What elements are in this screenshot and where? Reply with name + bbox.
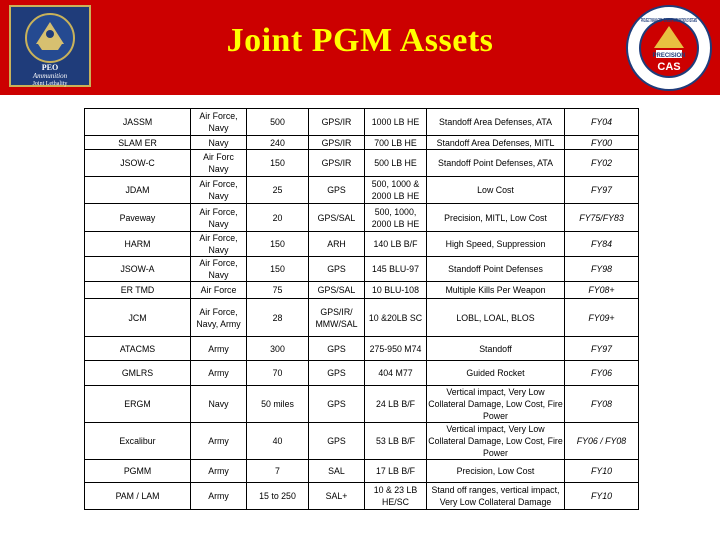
service-cell: Air Force, Navy, Army [191, 299, 247, 337]
title-banner [0, 0, 720, 95]
page-title: Joint PGM Assets [226, 22, 494, 59]
service-cell: Air Force, Navy [191, 204, 247, 232]
asset-name-cell: ERGM [85, 386, 191, 423]
asset-name-cell: PAM / LAM [85, 483, 191, 510]
service-cell: Air Force, Navy [191, 177, 247, 204]
mission-cell: Precision, Low Cost [427, 460, 565, 483]
service-cell: Air Force [191, 282, 247, 299]
warhead-cell: 500 LB HE [365, 150, 427, 177]
mission-cell: Standoff Area Defenses, ATA [427, 109, 565, 136]
range-cell: 70 [247, 361, 309, 386]
seal-center-top: PRECISION [652, 53, 686, 59]
guidance-cell: GPS [309, 361, 365, 386]
table-row [85, 299, 639, 337]
service-cell: Army [191, 483, 247, 510]
table-row [85, 337, 639, 361]
mission-cell: Vertical impact, Very Low Collateral Damage, Low Cost, Fire Power [428, 424, 563, 458]
guidance-cell: ARH [309, 232, 365, 257]
warhead-cell: 275-950 M74 [365, 337, 427, 361]
warhead-cell: 10 & 23 LB HE/SC [365, 483, 427, 510]
mission-cell: Standoff Point Defenses, ATA [427, 150, 565, 177]
asset-name-cell: JDAM [85, 177, 191, 204]
fielding-year-cell: FY06 [565, 361, 639, 386]
guidance-cell: GPS/SAL [309, 204, 365, 232]
range-cell: 150 [247, 257, 309, 282]
range-cell: 15 to 250 [247, 483, 309, 510]
service-cell: Army [191, 460, 247, 483]
range-cell: 28 [247, 299, 309, 337]
table-row [85, 386, 639, 423]
guidance-cell: GPS/IR [309, 136, 365, 150]
warhead-cell: 500, 1000, 2000 LB HE [365, 204, 427, 232]
asset-name-cell: ATACMS [85, 337, 191, 361]
table-row [85, 177, 639, 204]
range-cell: 50 miles [247, 386, 309, 423]
guidance-cell: GPS [309, 257, 365, 282]
range-cell: 7 [247, 460, 309, 483]
mission-cell: Multiple Kills Per Weapon [427, 282, 565, 299]
fielding-year-cell: FY97 [565, 337, 639, 361]
table-row [85, 361, 639, 386]
warhead-cell: 140 LB B/F [365, 232, 427, 257]
asset-name-cell: HARM [85, 232, 191, 257]
table-row [85, 136, 639, 150]
fielding-year-cell: FY00 [565, 136, 639, 150]
logo-left-line1: PEO [41, 63, 59, 72]
service-cell: Air Force, Navy [191, 232, 247, 257]
table-row [85, 150, 639, 177]
range-cell: 240 [247, 136, 309, 150]
fielding-year-cell: FY84 [565, 232, 639, 257]
logo-left-line2: Ammunition [32, 72, 68, 80]
mission-cell: Standoff Point Defenses [427, 257, 565, 282]
guidance-cell: GPS [309, 423, 365, 460]
range-cell: 25 [247, 177, 309, 204]
service-cell: Army [191, 337, 247, 361]
service-cell: Army [191, 423, 247, 460]
fielding-year-cell: FY10 [565, 483, 639, 510]
asset-name-cell: PGMM [85, 460, 191, 483]
guidance-cell: SAL [309, 460, 365, 483]
warhead-cell: 24 LB B/F [365, 386, 427, 423]
guidance-cell: GPS [309, 177, 365, 204]
asset-name-cell: Excalibur [85, 423, 191, 460]
fielding-year-cell: FY02 [565, 150, 639, 177]
table-row [85, 232, 639, 257]
pgm-assets-table-wrap [84, 108, 638, 510]
service-cell: Air Forc Navy [191, 150, 247, 177]
mission-cell: Vertical impact, Very Low Collateral Damage, Low Cost, Fire Power [428, 387, 563, 421]
service-cell: Navy [191, 136, 247, 150]
mission-cell: High Speed, Suppression [427, 232, 565, 257]
asset-name-cell: JASSM [85, 109, 191, 136]
fielding-year-cell: FY75/FY83 [565, 204, 639, 232]
table-row [85, 460, 639, 483]
warhead-cell: 500, 1000 & 2000 LB HE [365, 177, 427, 204]
service-cell: Air Force, Navy [191, 109, 247, 136]
warhead-cell: 53 LB B/F [365, 423, 427, 460]
mission-cell: LOBL, LOAL, BLOS [427, 299, 565, 337]
pm-cas-seal-logo [624, 4, 714, 92]
range-cell: 500 [247, 109, 309, 136]
guidance-cell: GPS [309, 337, 365, 361]
asset-name-cell: SLAM ER [85, 136, 191, 150]
service-cell: Army [191, 361, 247, 386]
asset-name-cell: GMLRS [85, 361, 191, 386]
guidance-cell: GPS/IR/ MMW/SAL [309, 299, 365, 337]
mission-cell: Standoff [427, 337, 565, 361]
seal-ring-text: PROJECT MANAGER · COMBAT AMMUNITION SYSTEMS [641, 18, 698, 24]
table-row [85, 423, 639, 460]
fielding-year-cell: FY04 [565, 109, 639, 136]
fielding-year-cell: FY08 [565, 386, 639, 423]
warhead-cell: 10 &20LB SC [365, 299, 427, 337]
asset-name-cell: JSOW-C [85, 150, 191, 177]
warhead-cell: 700 LB HE [365, 136, 427, 150]
mission-cell: Stand off ranges, vertical impact, Very Low Collateral Damage [427, 483, 565, 510]
warhead-cell: 145 BLU-97 [365, 257, 427, 282]
table-row [85, 282, 639, 299]
asset-name-cell: Paveway [85, 204, 191, 232]
warhead-cell: 17 LB B/F [365, 460, 427, 483]
asset-name-cell: JSOW-A [85, 257, 191, 282]
fielding-year-cell: FY08+ [565, 282, 639, 299]
service-cell: Air Force, Navy [191, 257, 247, 282]
table-row [85, 483, 639, 510]
fielding-year-cell: FY09+ [565, 299, 639, 337]
range-cell: 40 [247, 423, 309, 460]
pgm-assets-table [84, 108, 639, 510]
service-cell: Navy [191, 386, 247, 423]
warhead-cell: 404 M77 [365, 361, 427, 386]
guidance-cell: GPS/SAL [309, 282, 365, 299]
guidance-cell: GPS [309, 386, 365, 423]
asset-name-cell: ER TMD [85, 282, 191, 299]
table-row [85, 204, 639, 232]
range-cell: 300 [247, 337, 309, 361]
mission-cell: Standoff Area Defenses, MITL [427, 136, 565, 150]
table-row [85, 109, 639, 136]
guidance-cell: GPS/IR [309, 150, 365, 177]
fielding-year-cell: FY06 / FY08 [565, 423, 639, 460]
logo-left-line3: Joint Lethality [32, 81, 68, 87]
range-cell: 75 [247, 282, 309, 299]
asset-name-cell: JCM [85, 299, 191, 337]
warhead-cell: 10 BLU-108 [365, 282, 427, 299]
guidance-cell: SAL+ [309, 483, 365, 510]
range-cell: 150 [247, 232, 309, 257]
fielding-year-cell: FY97 [565, 177, 639, 204]
seal-center-label: CAS [657, 61, 681, 73]
mission-cell: Low Cost [427, 177, 565, 204]
range-cell: 20 [247, 204, 309, 232]
fielding-year-cell: FY10 [565, 460, 639, 483]
mission-cell: Precision, MITL, Low Cost [427, 204, 565, 232]
range-cell: 150 [247, 150, 309, 177]
mission-cell: Guided Rocket [427, 361, 565, 386]
table-row [85, 257, 639, 282]
fielding-year-cell: FY98 [565, 257, 639, 282]
guidance-cell: GPS/IR [309, 109, 365, 136]
warhead-cell: 1000 LB HE [365, 109, 427, 136]
